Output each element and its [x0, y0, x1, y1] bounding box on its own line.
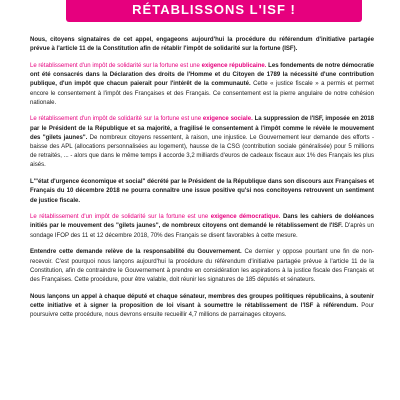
document-body	[30, 36, 374, 328]
paragraph-republicaine	[30, 62, 374, 108]
text-segment: D'après un sondage IFOP des 11 et 12 décembre 2018, 70% des Français se disent favorables à cette mesure.	[30, 223, 375, 239]
text-segment: Nous lançons un appel à chaque député et chaque sénateur, membres des groupes politiques républicains, à soutenir cette initiative et à signer la proposition de loi visant à soumettre le rétablissement de l'ISF à référendum.	[30, 293, 374, 309]
text-segment: Nous, citoyens signataires de cet appel, engageons aujourd'hui la procédure du référendum d'initiative partagée prévue à l'article 11 de la Constitution afin de rétablir l'impôt de solidarité sur la fortune (ISF).	[30, 37, 374, 53]
text-segment: Le rétablissement d'un impôt de solidarité sur la fortune est une	[30, 116, 203, 123]
paragraph-responsabilite	[30, 248, 374, 285]
paragraph-intro	[30, 36, 374, 54]
text-segment: De nombreux citoyens ressentent, à raison, une injustice. Le Gouvernement leur demande des efforts - baisse des APL (allocations personnalisées au logement), hausse de la CSG (contribution sociale généralisée) pour 5 millions de retraités, ... - alors que dans le même temps il accorde 3,2 milliards d'euros de cadeaux fiscaux aux 1% des Français les plus aisés.	[30, 134, 374, 169]
title-banner	[66, 0, 362, 22]
text-segment: Les fondements de notre démocratie ont été consacrés dans la Déclaration des droits de l'Homme et du Citoyen de 1789 la nécessité d'une contribution publique, d'un impôt que chacun paierait pour l'intérêt de la communauté.	[30, 62, 374, 88]
text-segment: exigence démocratique.	[210, 214, 281, 221]
paragraph-appel	[30, 293, 374, 321]
text-segment: Entendre cette demande relève de la responsabilité du Gouvernement.	[30, 249, 242, 256]
text-segment: exigence sociale.	[202, 116, 253, 123]
text-segment: Dans les cahiers de doléances initiés par le mouvement des "gilets jaunes", de nombreux citoyens ont demandé le rétablissement de l'ISF.	[30, 214, 374, 230]
text-segment: Le rétablissement d'un impôt de solidarité sur la fortune est une	[30, 62, 202, 69]
paragraph-urgence	[30, 178, 374, 206]
text-segment: Le rétablissement d'un impôt de solidarité sur la fortune est une	[30, 214, 211, 221]
paragraph-sociale	[30, 115, 374, 170]
text-segment: Ce dernier y oppose pourtant une fin de non-recevoir. C'est pourquoi nous lançons aujourd'hui la procédure du référendum d'initiative partagée prévue à l'article 11 de la Constitution, afin de contraindre le Gouvernement à prendre en considération les aspirations à la justice fiscale des Français et des Françaises. Cette procédure, pour être valable, doit réunir les signatures de 185 députés et sénateurs.	[30, 249, 374, 283]
text-segment: L'"état d'urgence économique et social" décrété par le Président de la République dans son discours aux Françaises et Français du 10 décembre 2018 ne pourra connaître une issue positive qu'si nos concitoyens retrouvent un sentiment de justice fiscale.	[30, 179, 374, 204]
text-segment: Cette « justice fiscale » a permis et permet encore le consentement à l'impôt des Françaises et des Français. Ce consentement est la pierre angulaire de notre cohésion nationale.	[30, 81, 374, 106]
text-segment: exigence républicaine.	[201, 62, 267, 69]
text-segment: La suppression de l'ISF, imposée en 2018 par le Président de la République et sa majorité, a fragilisé le consentement à l'impôt comme le révèle le mouvement des "gilets jaunes".	[30, 116, 375, 141]
paragraph-democratique	[30, 213, 374, 241]
banner-title: RÉTABLISSONS L'ISF !	[132, 2, 296, 17]
text-segment: Pour poursuivre cette procédure, nous devrons ensuite recueillir 4,7 millions de parrainages citoyens.	[30, 302, 374, 319]
